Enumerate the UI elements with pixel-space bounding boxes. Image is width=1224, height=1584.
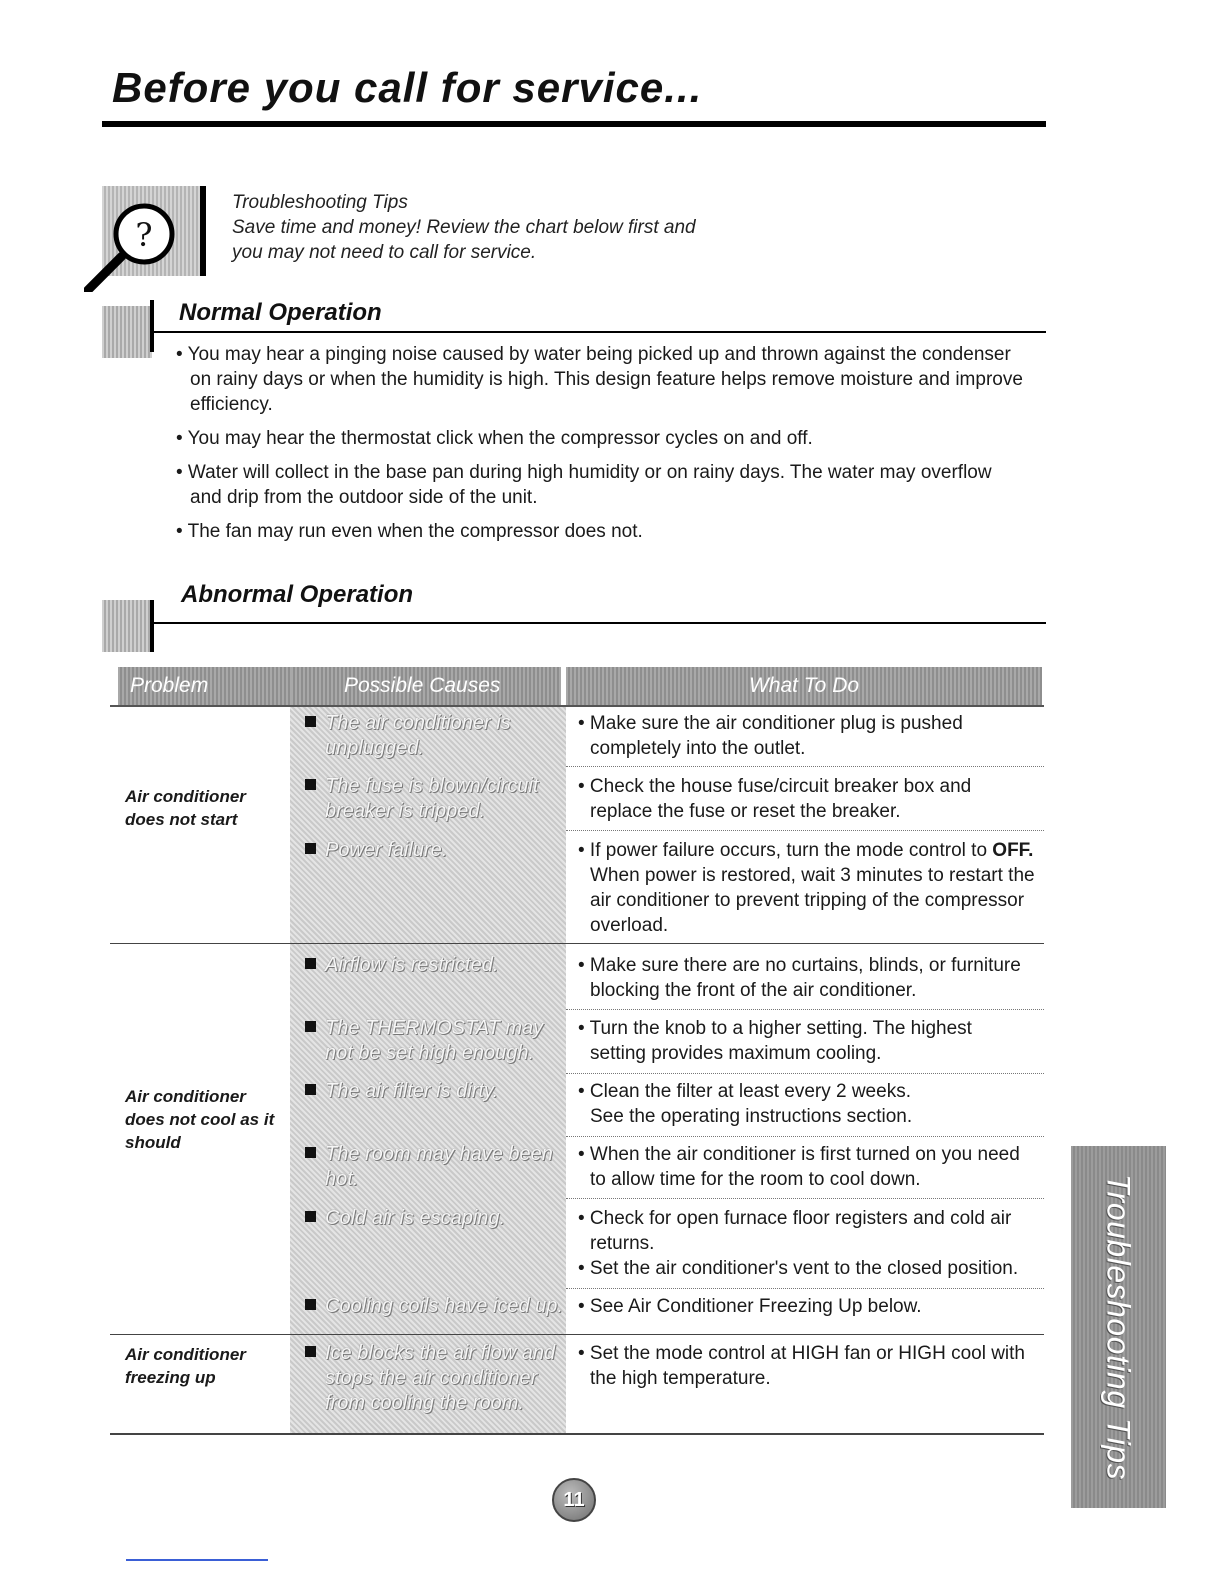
cause-coils-iced: Cooling coils have iced up.: [305, 1294, 563, 1319]
row-divider: [566, 766, 1044, 767]
list-item: • Water will collect in the base pan during high humidity or on rainy days. The water may overflow and drip from the outdoor side of the unit.: [176, 462, 992, 508]
cause-thermostat: The THERMOSTAT may not be set high enough.: [305, 1016, 563, 1066]
cause-power-failure: Power failure.: [305, 838, 563, 863]
bullet-square-icon: [305, 1346, 316, 1357]
cause-airflow-restricted: Airflow is restricted.: [305, 953, 563, 978]
bullet-square-icon: [305, 1299, 316, 1310]
title-rule: [102, 121, 1046, 127]
group-divider: [110, 1334, 1044, 1335]
magnifier-question-icon: [84, 186, 212, 292]
fix-power-failure: • If power failure occurs, turn the mode control to OFF. When power is restored, wait 3 minutes to restart the air conditioner to prevent tripping of the compressor overload.: [578, 840, 1035, 936]
section-marker-bar: [150, 300, 154, 352]
column-header-problem: Problem: [118, 667, 298, 705]
list-item: • The fan may run even when the compressor does not.: [176, 521, 643, 542]
section-marker-bar: [150, 600, 154, 652]
bullet-square-icon: [305, 958, 316, 969]
row-divider: [566, 1198, 1044, 1199]
bullet-square-icon: [305, 843, 316, 854]
tips-heading: Troubleshooting Tips: [232, 192, 408, 213]
page-title: Before you call for service...: [112, 64, 703, 111]
fix-room-hot: • When the air conditioner is first turned on you need to allow time for the room to cool down.: [578, 1144, 1020, 1190]
fix-thermostat: • Turn the knob to a higher setting. The highest setting provides maximum cooling.: [578, 1018, 972, 1064]
tips-line-1: Save time and money! Review the chart below first and: [232, 217, 696, 238]
row-divider: [566, 1136, 1044, 1137]
group-divider: [110, 943, 1044, 944]
list-item: • You may hear the thermostat click when the compressor cycles on and off.: [176, 428, 813, 449]
section-marker: [102, 600, 152, 652]
bullet-square-icon: [305, 1021, 316, 1032]
fix-cold-air-escaping: • Check for open furnace floor registers and cold air returns. • Set the air conditioner's vent to the closed position.: [578, 1208, 1019, 1279]
fix-ice-blocks: • Set the mode control at HIGH fan or HIGH cool with the high temperature.: [578, 1343, 1026, 1389]
row-divider: [566, 1009, 1044, 1010]
fix-airflow-restricted: • Make sure there are no curtains, blinds, or furniture blocking the front of the air conditioner.: [578, 955, 1021, 1001]
svg-text:?: ?: [135, 216, 153, 254]
header-underline: [110, 705, 1044, 707]
list-item: • You may hear a pinging noise caused by water being picked up and thrown against the condenser on rainy days or when the humidity is high. This design feature helps remove moisture and improve efficiency.: [176, 344, 1023, 415]
cause-room-hot: The room may have been hot.: [305, 1142, 563, 1192]
column-header-what-to-do: What To Do: [566, 667, 1042, 705]
tips-line-2: you may not need to call for service.: [232, 242, 537, 263]
normal-operation-rule: [150, 331, 1046, 333]
row-divider: [566, 830, 1044, 831]
normal-operation-list: [176, 342, 1046, 544]
problem-does-not-cool: Air conditioner does not cool as it should: [125, 1087, 275, 1152]
normal-operation-title: Normal Operation: [179, 299, 382, 326]
row-divider: [566, 1073, 1044, 1074]
fix-coils-iced: • See Air Conditioner Freezing Up below.: [578, 1296, 922, 1317]
bullet-square-icon: [305, 1084, 316, 1095]
bullet-square-icon: [305, 1211, 316, 1222]
bullet-square-icon: [305, 1147, 316, 1158]
problem-freezing-up: Air conditioner freezing up: [125, 1345, 246, 1387]
cause-cold-air-escaping: Cold air is escaping.: [305, 1206, 563, 1231]
section-marker: [102, 306, 152, 358]
side-tab-label: Troubleshooting Tips: [1100, 1173, 1137, 1481]
fix-fuse-blown: • Check the house fuse/circuit breaker box and replace the fuse or reset the breaker.: [578, 776, 972, 822]
tips-text: [232, 190, 696, 265]
cause-ice-blocks: Ice blocks the air flow and stops the air conditioner from cooling the room.: [305, 1341, 563, 1416]
column-header-causes: Possible Causes: [291, 667, 561, 705]
problem-does-not-start: Air conditioner does not start: [125, 787, 246, 829]
cause-filter-dirty: The air filter is dirty.: [305, 1079, 563, 1104]
footer-line: [126, 1559, 268, 1561]
fix-unplugged: • Make sure the air conditioner plug is pushed completely into the outlet.: [578, 713, 963, 759]
cause-unplugged: The air conditioner is unplugged.: [305, 711, 563, 761]
row-divider: [566, 1288, 1044, 1289]
table-bottom-rule: [110, 1433, 1044, 1435]
abnormal-operation-title: Abnormal Operation: [181, 581, 414, 608]
bullet-square-icon: [305, 779, 316, 790]
fix-filter-dirty: • Clean the filter at least every 2 weeks. See the operating instructions section.: [578, 1081, 913, 1127]
bullet-square-icon: [305, 716, 316, 727]
cause-fuse-blown: The fuse is blown/circuit breaker is tripped.: [305, 774, 563, 824]
abnormal-operation-rule: [150, 622, 1046, 624]
page-number: 11: [552, 1478, 596, 1522]
